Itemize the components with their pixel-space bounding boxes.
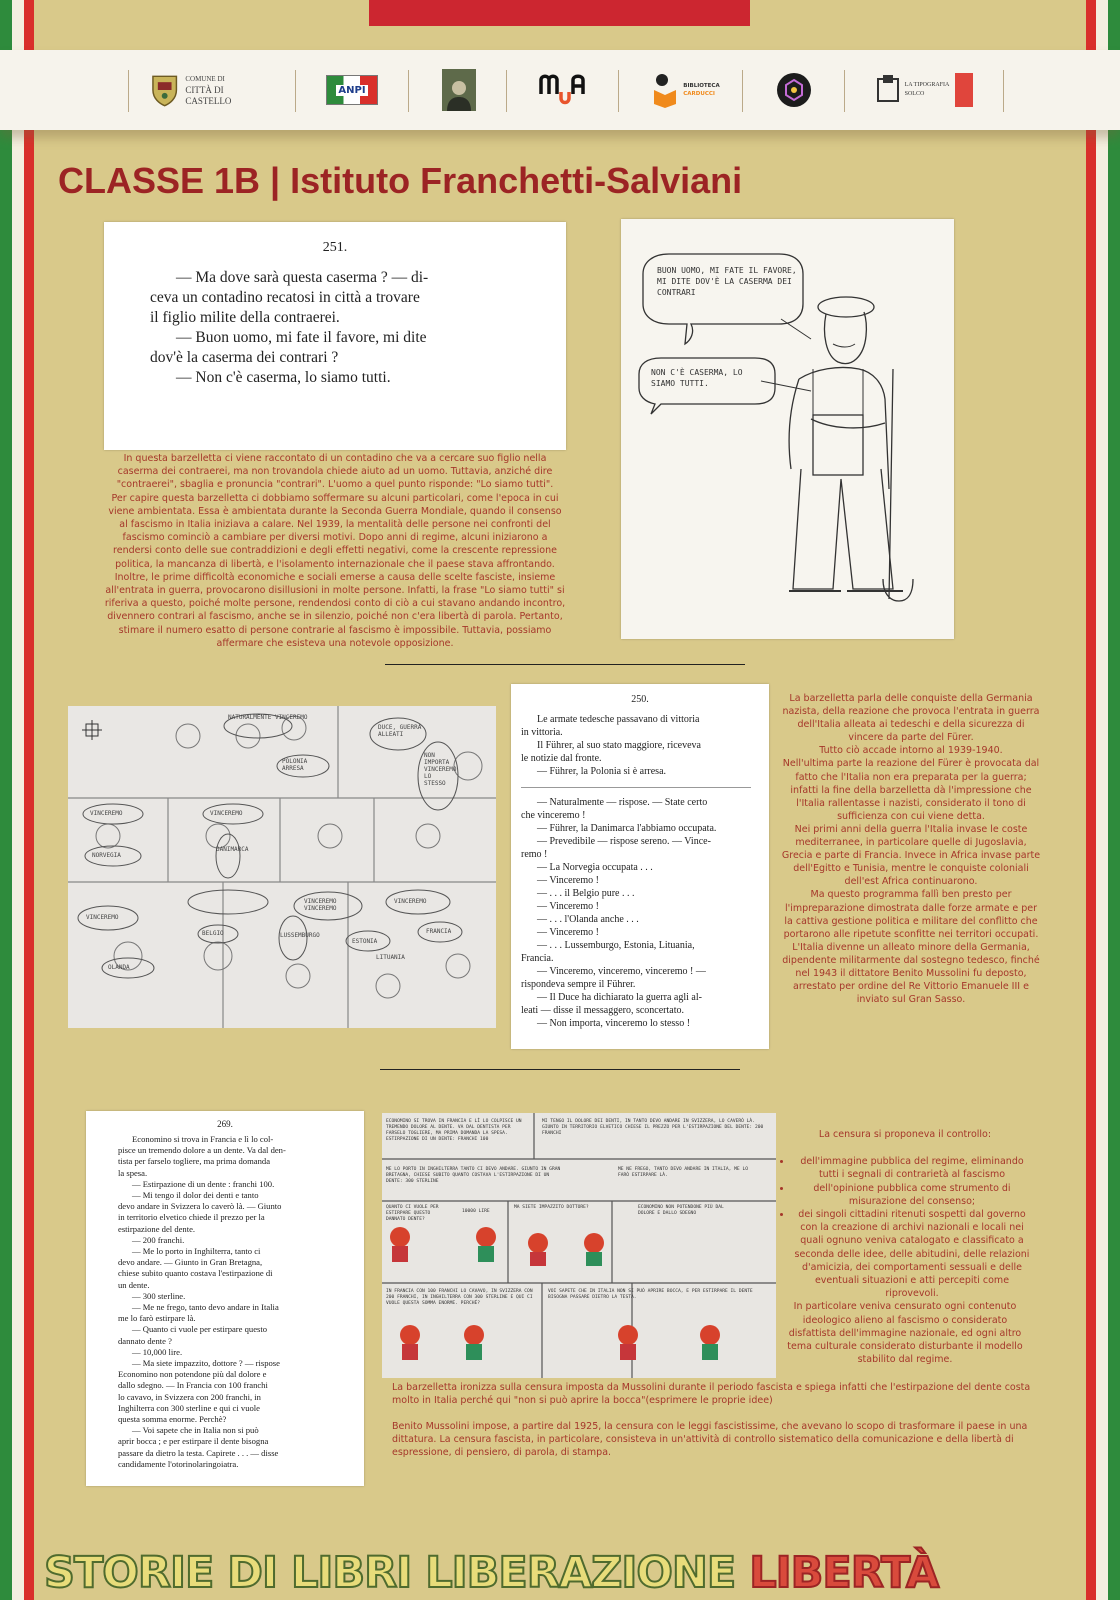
red-border-left — [24, 0, 34, 1600]
comic-caption: MA SIETE IMPAZZITO DOTTORE? — [514, 1205, 589, 1210]
speech-bubble: NON C'È CASERMA, LO SIAMO TUTTI. — [651, 368, 743, 388]
comic-caption: IN FRANCIA CON 100 FRANCHI LO CAVAVO, IN SVIZZERA CON 200 FRANCHI, IN INGHILTERRA CON 300 STERLINE E QUI CI VUOLE QUESTA SOMMA ENORME. PERCHÉ? — [386, 1289, 533, 1306]
joke-line: — Führer, la Polonia si è arresa. — [537, 766, 667, 777]
joke-line: — . . . l'Olanda anche . . . — [537, 914, 639, 925]
logo-line-2: CARDUCCI — [683, 91, 715, 97]
joke-line: Inghilterra con 300 sterline e qui ci vuole — [118, 1402, 260, 1413]
censorship-item: • dei singoli cittadini ritenuti sospetti dal governo con la creazione di archivi nazionali e locali nei quali ognuno veniva catalogato e classificato a seconda delle idee, delle abitudini, delle relazioni d'amicizia, dei comportamenti sessuali e delle eventuali situazioni e atti percepiti come riprovevoli. — [792, 1208, 1032, 1300]
speech-bubble: VINCEREMO — [210, 810, 243, 817]
joke-line: — . . . Lussemburgo, Estonia, Lituania, — [537, 940, 695, 951]
joke-scan-251 — [104, 222, 566, 450]
joke-line: dannato dente ? — [118, 1335, 172, 1346]
anpi-label: ANPI — [338, 84, 366, 96]
speech-bubble: NON IMPORTA VINCEREMO LO STESSO — [424, 752, 457, 787]
la-tipografia-logo — [874, 50, 974, 130]
joke-line: pisce un tremendo dolore a un dente. Va dal den- — [118, 1145, 286, 1156]
speech-bubble: NORVEGIA — [92, 852, 121, 859]
joke-line: la spesa. — [118, 1167, 148, 1178]
joke-line: tista per farselo togliere, ma prima domanda — [118, 1156, 271, 1167]
logo-bar — [0, 50, 1120, 130]
joke-line: — Prevedibile — rispose sereno. — Vince- — [537, 836, 711, 847]
divider — [385, 664, 745, 665]
divider — [380, 1069, 740, 1070]
censorship-explanation — [392, 1381, 1042, 1459]
book-person-icon — [650, 72, 680, 108]
separator — [1003, 70, 1004, 112]
joke-line: remo ! — [521, 849, 548, 860]
joke-line: — Vinceremo ! — [537, 927, 599, 938]
comic-caption: ECONOMINO SI TROVA IN FRANCIA E LÌ LO COLPISCE UN TREMENDO DOLORE AL DENTE. VA DAL DENTISTA PER FARSELO TOGLIERE, MA PRIMA DOMANDA LA SPESA. ESTIRPAZIONE DI UN DENTE: FRANCHI 100 — [386, 1119, 522, 1142]
dentist-comic — [382, 1113, 776, 1378]
comic-caption: QUANTO CI VUOLE PER ESTIRPARE QUESTO DANNATO DENTE? — [386, 1205, 439, 1222]
page-number: 250. — [631, 694, 649, 705]
joke-line: — Non c'è caserma, lo siamo tutti. — [176, 369, 391, 386]
joke-line: ceva un contadino recatosi in città a trovare — [150, 289, 420, 306]
separator — [295, 70, 296, 112]
joke-line: devo andare. — Giunto in Gran Bretagna, — [118, 1257, 263, 1268]
joke-line: — Naturalmente — rispose. — State certo — [537, 797, 708, 808]
logo-line-2: CITTÀ DI CASTELLO — [185, 84, 232, 106]
mua-logo — [536, 50, 590, 130]
speech-bubble: OLANDA — [108, 964, 130, 971]
comic-caption: 10000 LIRE — [462, 1209, 490, 1214]
joke-line: leati — disse il messaggero, sconcertato. — [521, 1005, 685, 1016]
comic-caption: ECONOMINO NON POTENDONE PIÙ DAL DOLORE E DALLO SDEGNO — [638, 1205, 724, 1216]
joke-line: me lo farò estirpare là. — [118, 1313, 196, 1324]
speech-bubble: DUCE, GUERRA ALLEATI — [378, 724, 422, 738]
circle-emblem-icon — [776, 72, 812, 108]
footer-slogan-part-1: STORIE DI LIBRI LIBERAZIONE — [44, 1548, 736, 1598]
joke-line: aprir bocca ; e per estirpare il dente bisogna — [118, 1436, 269, 1447]
joke-line: le notizie dal fronte. — [521, 753, 602, 764]
joke-line: — Ma siete impazzito, dottore ? — rispose — [132, 1358, 280, 1369]
separator — [128, 70, 129, 112]
comic-caption: MI TENGO IL DOLORE DEI DENTI, IN TANTO DEVO ANDARE IN SVIZZERA, LO CAVERÒ LÀ. GIUNTO IN TERRITORIO ELVETICO CHIESE IL PREZZO PER L'ESTIRPAZIONE DEL DENTE: 200 FRANCHI — [542, 1119, 764, 1136]
green-border-right — [1108, 0, 1120, 1600]
joke-line: Economino si trova in Francia e lì lo col- — [132, 1134, 274, 1144]
separator — [844, 70, 845, 112]
joke-line: passare da dietro la testa. Capirete . . . — disse — [118, 1447, 279, 1458]
logo-line-1: BIBLIOTECA — [683, 83, 720, 89]
section2-description: La barzelletta parla delle conquiste della Germania nazista, della reazione che provoca l'entrata in guerra dell'Italia alleata ai tedeschi e della sicurezza di vincere da parte del Fürer. Tutto ciò accade intorno al 1939-1940. Nell'ultima parte la reazione del Fürer è provocata dal fatto che l'Italia non era preparata per la guerra; infatti la fine della barzelletta dà l'impressione che l'Italia rallentasse i nazisti, considerato il tono di sufficienza con cui viene detta. Nei primi anni della guerra l'Italia invase le coste mediterranee, in particolare quelle di Jugoslavia, Grecia e parte di Francia. Invece in Africa invase parte dell'Egitto e Tunisia, mentre le conquiste coloniali dell'est Africa continuarono. Ma questo programma fallì ben presto per l'impreparazione dimostrata dalle forze armate e per la cattiva gestione politica e militare del conflitto che portarono alle ripetute sconfitte nei territori occupati. L'Italia divenne un alleato minore della Germania, dipendente militarmente dal sostegno tedesco, finché nel 1943 il dittatore Benito Mussolini fu deposto, arrestato per ordine del Re Vittorio Emanuele III e inviato sul Gran Sasso. — [781, 693, 1041, 1006]
censorship-item: • dell'immagine pubblica del regime, eliminando tutti i segnali di contrarietà al fascismo — [792, 1155, 1032, 1181]
comic-caption: VOI SAPETE CHE IN ITALIA NON SI PUÒ APRIRE BOCCA, E PER ESTIRPARE IL DENTE BISOGNA PASSARE DIETRO LA TESTA. — [548, 1289, 753, 1300]
speech-bubble: VINCEREMO — [86, 914, 119, 921]
speech-bubble: FRANCIA — [426, 928, 452, 935]
red-border-right — [1086, 0, 1096, 1600]
speech-bubble: VINCEREMO — [394, 898, 427, 905]
speech-bubble: LITUANIA — [376, 954, 405, 961]
joke-line: Le armate tedesche passavano di vittoria — [537, 714, 700, 725]
joke-line: — Me ne frego, tanto devo andare in Italia — [132, 1302, 279, 1313]
joke-line: dallo sdegno. — In Francia con 100 franchi — [118, 1380, 268, 1391]
footer-slogan-part-2: LIBERTÀ — [749, 1548, 939, 1598]
logo-line-1: LA TIPOGRAFIA — [904, 82, 950, 88]
speech-bubble: BUON UOMO, MI FATE IL FAVORE, MI DITE DOV'È LA CASERMA DEI CONTRARI — [657, 266, 797, 297]
joke-line: — Vinceremo, vinceremo, vinceremo ! — — [537, 966, 706, 977]
joke-line: — Buon uomo, mi fate il favore, mi dite — [176, 329, 427, 346]
joke-line: — Il Duce ha dichiarato la guerra agli al- — [537, 992, 702, 1003]
joke-line: lo cavavo, in Svizzera con 200 franchi, in — [118, 1391, 261, 1402]
speech-bubble: POLONIA ARRESA — [282, 758, 308, 772]
joke-line: — Estirpazione di un dente : franchi 100. — [132, 1178, 275, 1189]
white-border-right — [1096, 0, 1108, 1600]
farmer-drawing — [621, 219, 954, 639]
anpi-logo — [326, 50, 378, 130]
joke-line: questa somma enorme. Perchè? — [118, 1414, 227, 1425]
coat-of-arms-icon — [150, 72, 179, 108]
press-icon — [875, 73, 901, 107]
explanation-paragraph: La barzelletta ironizza sulla censura imposta da Mussolini durante il periodo fascista e spiega infatti che l'estirpazione del dente costa molto in Italia perché qui "non si può aprire la bocca"(esprimere le proprie idee) — [392, 1382, 1031, 1406]
joke-line: — La Norvegia occupata . . . — [537, 862, 653, 873]
comune-citta-di-castello-logo — [150, 50, 270, 130]
joke-line: — Non importa, vinceremo lo stesso ! — [537, 1018, 691, 1029]
joke-line: dov'è la caserma dei contrari ? — [150, 349, 339, 366]
joke-line: che vinceremo ! — [521, 810, 586, 821]
joke-scan-250 — [511, 684, 769, 1049]
joke-line: in vittoria. — [521, 727, 563, 738]
portrait-logo — [440, 50, 478, 130]
joke-line: — Mi tengo il dolor dei denti e tanto — [132, 1190, 259, 1201]
scan-gap — [521, 787, 751, 788]
joke-line: Il Führer, al suo stato maggiore, riceveva — [537, 740, 701, 751]
joke-line: — Voi sapete che in Italia non si può — [132, 1425, 259, 1436]
joke-line: il figlio milite della contraerei. — [150, 309, 340, 326]
joke-line: estirpazione del dente. — [118, 1223, 196, 1234]
joke-line: chiese subito quanto costava l'estirpazione di — [118, 1268, 273, 1279]
comic-caption: ME NE FREGO, TANTO DEVO ANDARE IN ITALIA, ME LO FARÒ ESTIRPARE LÀ. — [618, 1167, 748, 1178]
joke-line: in territorio elvetico chiede il prezzo per la — [118, 1212, 265, 1223]
logo-line-1: COMUNE DI — [185, 74, 225, 83]
joke-line: — 300 sterline. — [132, 1290, 186, 1301]
speech-bubble: NATURALMENTE VINCEREMO — [228, 714, 308, 721]
mua-icon — [537, 70, 589, 110]
speech-bubble: ESTONIA — [352, 938, 378, 945]
joke-line: rispondeva sempre il Führer. — [521, 979, 636, 990]
portrait-icon — [446, 77, 472, 111]
separator — [742, 70, 743, 112]
green-border-left — [0, 0, 12, 1600]
joke-line: — . . . il Belgio pure . . . — [537, 888, 635, 899]
joke-line: Francia. — [521, 953, 554, 964]
joke-line: — Me lo porto in Inghilterra, tanto ci — [132, 1246, 261, 1257]
censorship-intro: La censura si proponeva il controllo: — [818, 1129, 992, 1140]
censorship-outro: In particolare veniva censurato ogni contenuto ideologico alieno al fascismo o considerato disfattista dell'immagine nazionale, ed ogni altro tema culturale considerato disturbante il modello stabilito dal regime. — [787, 1301, 1023, 1366]
censorship-block — [778, 1128, 1032, 1366]
page-number: 269. — [217, 1119, 233, 1129]
footer-slogan — [44, 1548, 938, 1598]
speech-bubble: VINCEREMO — [90, 810, 123, 817]
joke-line: — Ma dove sarà questa caserma ? — di- — [176, 269, 429, 286]
page-number: 251. — [322, 240, 348, 255]
censorship-list — [778, 1155, 1032, 1300]
separator — [408, 70, 409, 112]
joke-line: — Quanto ci vuole per estirpare questo — [132, 1324, 268, 1335]
speech-bubble: BELGIO — [202, 930, 224, 937]
joke-line: un dente. — [118, 1279, 150, 1290]
joke-line: — Führer, la Danimarca l'abbiamo occupata. — [537, 823, 717, 834]
white-border-left — [12, 0, 24, 1600]
biblioteca-carducci-logo — [650, 50, 720, 130]
joke-line: Economino non potendone più dal dolore e — [118, 1369, 267, 1380]
hitler-comic — [68, 706, 496, 1028]
speech-bubble: LUSSEMBURGO — [280, 932, 320, 939]
circle-logo — [774, 50, 814, 130]
joke-line: — Vinceremo ! — [537, 901, 599, 912]
top-red-band — [369, 0, 750, 26]
logo-line-2: SOLCO — [904, 91, 925, 97]
red-seal-icon — [955, 73, 973, 107]
section1-description: In questa barzelletta ci viene raccontato di un contadino che va a cercare suo figlio nella caserma dei contraerei, ma non trovandola chiede aiuto ad un uomo. Tuttavia, anziché dire "contraerei", sbaglia e pronuncia "contrari". L'uomo a quel punto risponde: "Lo siamo tutti". Per capire questa barzelletta ci dobbiamo soffermare su alcuni particolari, come l'epoca in cui viene ambientata. Essa è ambientata durante la Seconda Guerra Mondiale, quando il consenso al fascismo in Italia iniziava a calare. Nel 1939, la mentalità delle persone nei confronti del fascismo cominciò a cambiare per diversi motivi. Dopo anni di regime, alcuni iniziarono a rendersi conto delle sue contraddizioni e degli effetti negativi, come la crescente repressione politica, la mancanza di libertà, e l'isolamento internazionale che il paese stava affrontando. Inoltre, le prime difficoltà economiche e sociali emerse a causa delle scelte fasciste, insieme all'entrata in guerra, provocarono disillusioni in molte persone. Infatti, la frase "Lo siamo tutti" si riferiva a questo, poiché molte persone, rendendosi conto di ciò a cui stavano andando incontro, divennero contrari al fascismo, anche se in silenzio, poiché non c'era libertà di parola. Pertanto, stimare il numero esatto di persone contrarie al fascismo è impossibile. Tuttavia, possiamo affermare che esisteva una notevole opposizione. — [104, 453, 566, 649]
explanation-paragraph: Benito Mussolini impose, a partire dal 1925, la censura con le leggi fascistissime, che avevano lo scopo di trasformare il paese in una dittatura. La censura fascista, in particolare, consisteva in un'attività di controllo sistematico della comunicazione e della libertà di espressione, di pensiero, di parola, di stampa. — [392, 1421, 1028, 1458]
separator — [506, 70, 507, 112]
joke-line: — Vinceremo ! — [537, 875, 599, 886]
speech-bubble: VINCEREMO VINCEREMO — [304, 898, 337, 912]
separator — [618, 70, 619, 112]
page-title: CLASSE 1B | Istituto Franchetti-Salviani — [58, 160, 743, 201]
joke-line: — 200 franchi. — [132, 1234, 185, 1245]
censorship-item: • dell'opinione pubblica come strumento di misurazione del consenso; — [792, 1182, 1032, 1208]
joke-scan-269 — [86, 1111, 364, 1486]
comic-caption: ME LO PORTO IN INGHILTERRA TANTO CI DEVO ANDARE. GIUNTO IN GRAN BRETAGNA, CHIESE SUBITO QUANTO COSTAVA L'ESTIRPAZIONE DI UN DENTE: 300 STERLINE — [386, 1167, 561, 1184]
joke-line: — 10,000 lire. — [132, 1346, 183, 1357]
joke-line: devo andare in Svizzera lo caverò là. — Giunto — [118, 1201, 282, 1212]
speech-bubble: DANIMARCA — [216, 846, 249, 853]
joke-line: candidamente l'otorinolaringoiatra. — [118, 1458, 239, 1469]
